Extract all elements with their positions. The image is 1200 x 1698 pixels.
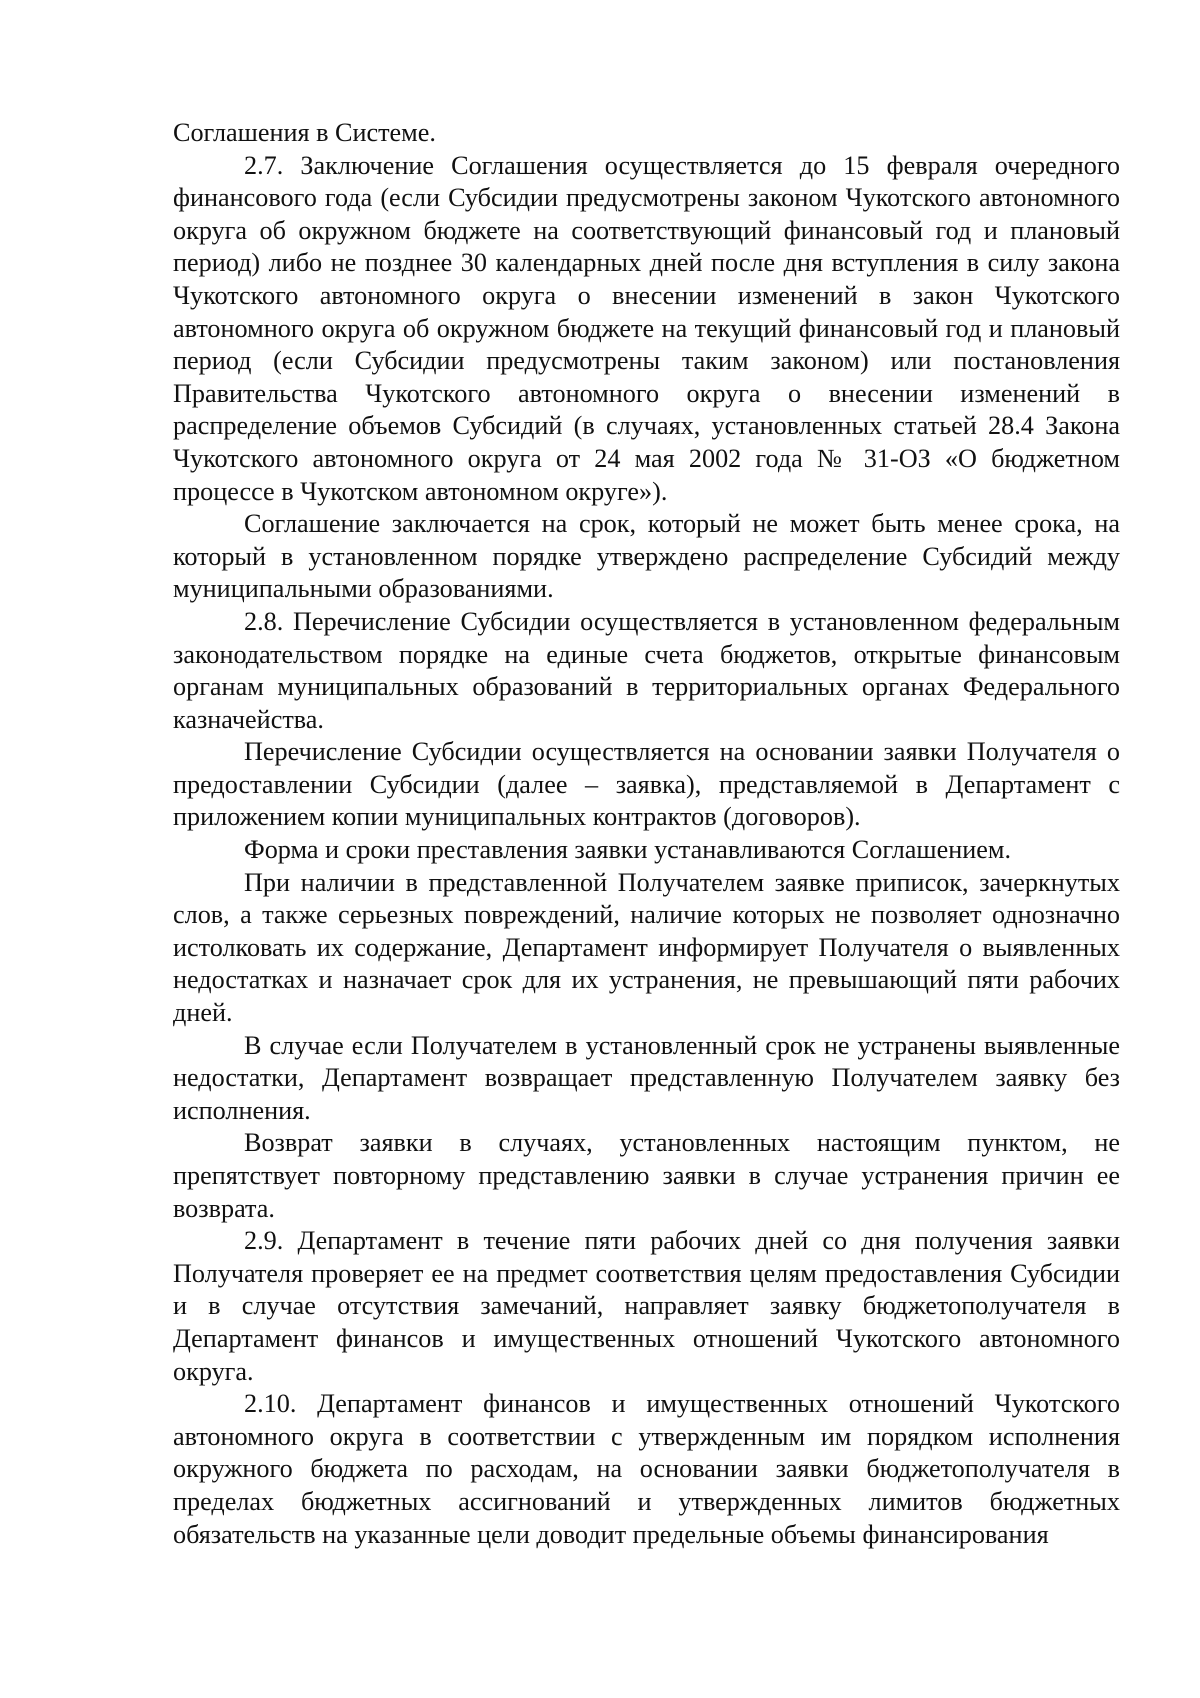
document-page — [173, 117, 1120, 1551]
paragraph-2-9: 2.9. Департамент в течение пяти рабочих дней со дня получения заявки Получателя проверяет ее на предмет соответствия целям предоставления Субсидии и в случае отсутствия замечаний, направляет заявку бюджетополучателя в Департамент финансов и имущественных отношений Чукотского автономного округа. — [173, 1226, 1120, 1386]
paragraph-transfer-basis: Перечисление Субсидии осуществляется на основании заявки Получателя о предоставлении Субсидии (далее – заявка), представляемой в Департамент с приложением копии муниципальных контрактов (договоров). — [173, 737, 1120, 832]
paragraph-2-10: 2.10. Департамент финансов и имущественных отношений Чукотского автономного округа в соответствии с утвержденным им порядком исполнения окружного бюджета по расходам, на основании заявки бюджетополучателя в пределах бюджетных ассигнований и утвержденных лимитов бюджетных обязательств на указанные цели доводит предельные объемы финансирования — [173, 1389, 1120, 1549]
paragraph-defects: При наличии в представленной Получателем заявке приписок, зачеркнутых слов, а также серьезных повреждений, наличие которых не позволяет однозначно истолковать их содержание, Департамент информирует Получателя о выявленных недостатках и назначает срок для их устранения, не превышающий пяти рабочих дней. — [173, 867, 1120, 1028]
paragraph-2-7: 2.7. Заключение Соглашения осуществляется до 15 февраля очередного финансового года (если Субсидии предусмотрены законом Чукотского автономного округа об окружном бюджете на соответствующий финансовый год и плановый период) либо не позднее 30 календарных дней после дня вступления в силу закона Чукотского автономного округа о внесении изменений в закон Чукотского автономного округа об окружном бюджете на текущий финансовый год и плановый период (если Субсидии предусмотрены таким законом) или постановления Правительства Чукотского автономного округа о внесении изменений в распределение объемов Субсидий (в случаях, установленных статьей 28.4 Закона Чукотского автономного округа от 24 мая 2002 года № 31-ОЗ «О бюджетном процессе в Чукотском автономном округе»). — [173, 150, 1120, 506]
paragraph-agreement-term: Соглашение заключается на срок, который не может быть менее срока, на который в установленном порядке утверждено распределение Субсидий между муниципальными образованиями. — [173, 509, 1120, 604]
paragraph-continuation: Соглашения в Системе. — [173, 118, 436, 147]
paragraph-resubmission: Возврат заявки в случаях, установленных настоящим пунктом, не препятствует повторному представлению заявки в случае устранения причин ее возврата. — [173, 1128, 1120, 1223]
paragraph-return: В случае если Получателем в установленный срок не устранены выявленные недостатки, Департамент возвращает представленную Получателем заявку без исполнения. — [173, 1030, 1120, 1125]
paragraph-application-form: Форма и сроки преставления заявки устанавливаются Соглашением. — [244, 835, 1011, 865]
paragraph-2-8: 2.8. Перечисление Субсидии осуществляется в установленном федеральным законодательством порядке на единые счета бюджетов, открытые финансовым органам муниципальных образований в территориальных органах Федерального казначейства. — [173, 606, 1120, 734]
